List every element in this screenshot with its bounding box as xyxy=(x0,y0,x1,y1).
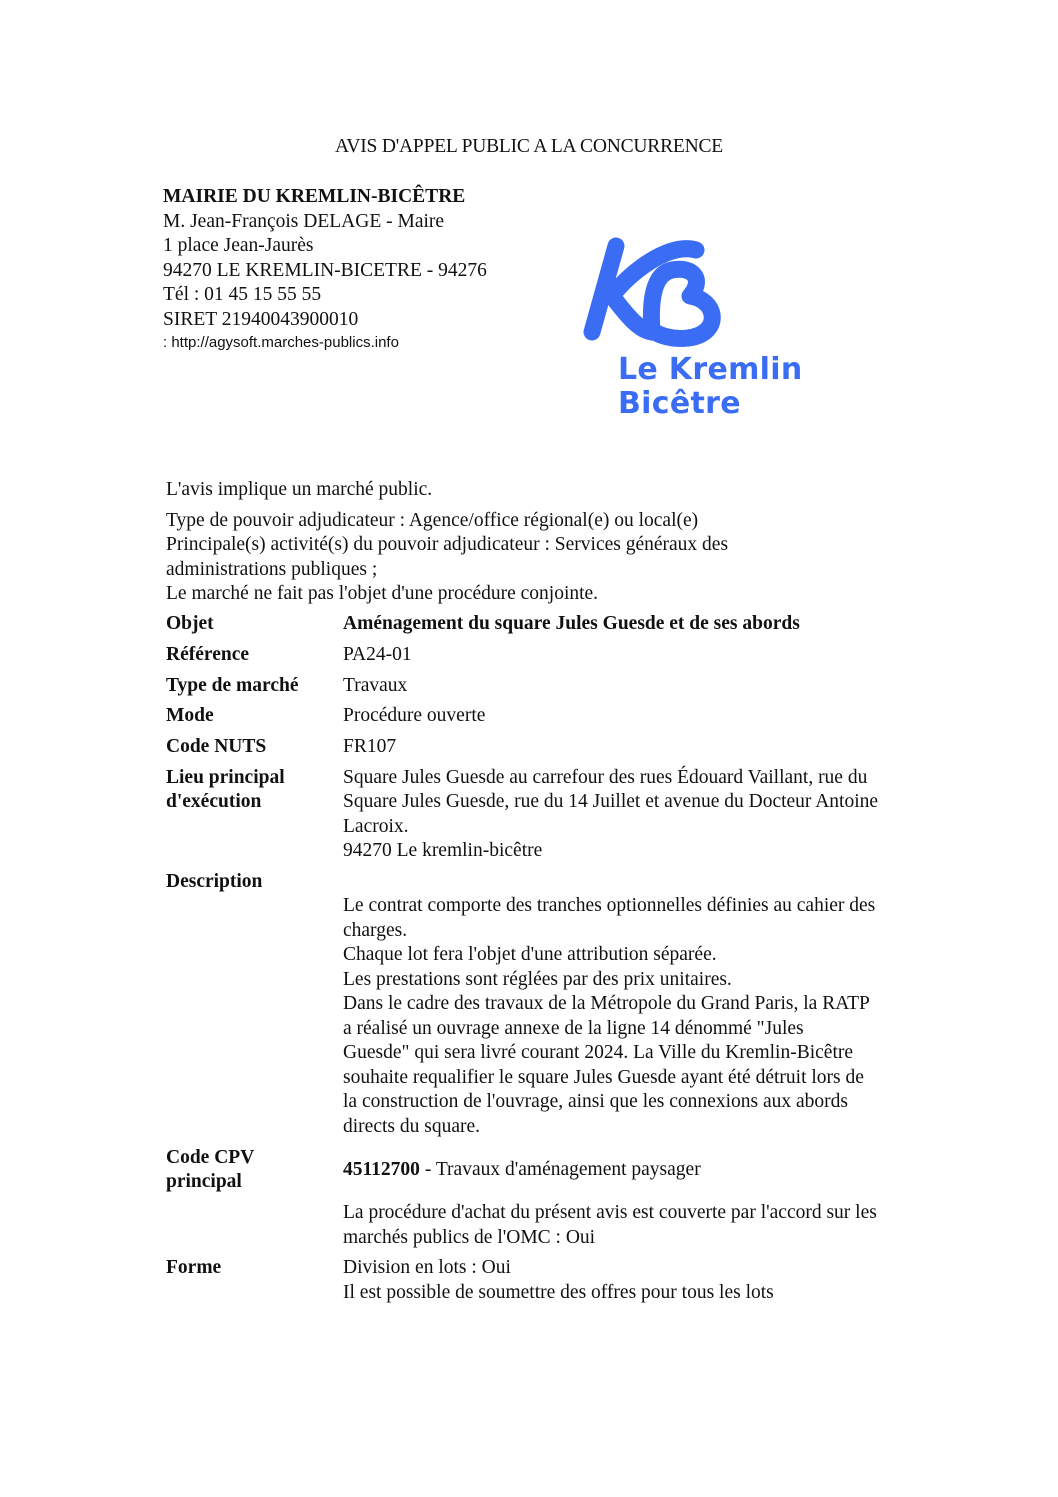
organization-siret: SIRET 21940043900010 xyxy=(163,308,359,330)
field-label: Type de marché xyxy=(166,674,299,696)
field-label: Code NUTS xyxy=(166,736,267,758)
field-value: Travaux xyxy=(343,674,408,696)
field-value: Square Jules Guesde au carrefour des rues Édouard Vaillant, rue du Square Jules Guesde, rue du 14 Juillet et avenue du Docteur Antoine Lacroix. xyxy=(343,766,879,837)
field-label: Code CPV principal xyxy=(166,1146,254,1193)
kremlin-bicetre-logo xyxy=(578,234,818,424)
field-label: Référence xyxy=(166,643,249,665)
organization-phone: Tél : 01 45 15 55 55 xyxy=(163,284,322,305)
field-label: Description xyxy=(166,871,263,893)
field-label: Objet xyxy=(166,613,214,634)
document-title: AVIS D'APPEL PUBLIC A LA CONCURRENCE xyxy=(334,136,723,157)
intro-authority-type: Type de pouvoir adjudicateur : Agence/office régional(e) ou local(e) xyxy=(166,509,699,531)
kb-monogram-icon xyxy=(578,234,728,349)
field-label: Mode xyxy=(166,705,214,727)
field-description xyxy=(166,870,906,1139)
organization-address: 1 place Jean-Jaurès xyxy=(163,235,314,256)
field-type xyxy=(166,674,906,699)
cpv-code: 45112700 xyxy=(343,1158,420,1180)
field-label: Lieu principal d'exécution xyxy=(166,766,285,813)
intro-public-market: L'avis implique un marché public. xyxy=(166,479,433,500)
organization-url[interactable]: : http://agysoft.marches-publics.info xyxy=(163,334,399,351)
field-value: PA24-01 xyxy=(343,643,412,665)
field-nuts xyxy=(166,735,906,760)
field-value: Aménagement du square Jules Guesde et de ses abords xyxy=(343,613,800,634)
field-value: Procédure ouverte xyxy=(343,705,486,727)
field-mode xyxy=(166,704,906,729)
organization-block xyxy=(163,185,487,354)
intro-section xyxy=(166,478,886,607)
field-reference xyxy=(166,643,906,668)
organization-city: 94270 LE KREMLIN-BICETRE - 94276 xyxy=(163,259,487,281)
field-forme xyxy=(166,1256,906,1305)
field-lieu xyxy=(166,766,906,864)
intro-main-activity: Principale(s) activité(s) du pouvoir adjudicateur : Services généraux des administrations publiques ; xyxy=(166,534,729,580)
field-objet xyxy=(166,612,906,637)
description-line: Le contrat comporte des tranches optionnelles définies au cahier des charges. xyxy=(343,895,876,941)
forme-line: Il est possible de soumettre des offres pour tous les lots xyxy=(343,1281,774,1303)
notice-fields xyxy=(166,612,906,1312)
field-value: FR107 xyxy=(343,736,397,758)
field-postal: 94270 Le kremlin-bicêtre xyxy=(343,840,543,862)
intro-joint-procedure: Le marché ne fait pas l'objet d'une procédure conjointe. xyxy=(166,583,599,604)
logo-line-1: Le Kremlin xyxy=(618,352,803,387)
cpv-text: - Travaux d'aménagement paysager xyxy=(419,1158,701,1180)
description-line: Les prestations sont réglées par des prix unitaires. xyxy=(343,968,732,990)
cpv-omc: La procédure d'achat du présent avis est couverte par l'accord sur les marchés publics de l'OMC : Oui xyxy=(343,1202,877,1248)
description-line: Dans le cadre des travaux de la Métropole du Grand Paris, la RATP a réalisé un ouvrage annexe de la ligne 14 dénommé "Jules Guesde" qui sera livré courant 2024. La Ville du Kremlin-Bicêtre souhaite requalifier le square Jules Guesde ayant été détruit lors de la construction de l'ouvrage, ainsi que les connexions aux abords directs du square. xyxy=(343,993,870,1137)
field-label: Forme xyxy=(166,1257,222,1279)
forme-line: Division en lots : Oui xyxy=(343,1257,511,1279)
organization-contact: M. Jean-François DELAGE - Maire xyxy=(163,210,445,232)
field-cpv xyxy=(166,1146,906,1251)
organization-name: MAIRIE DU KREMLIN-BICÊTRE xyxy=(163,186,466,207)
logo-line-2: Bicêtre xyxy=(618,386,741,421)
description-line: Chaque lot fera l'objet d'une attribution séparée. xyxy=(343,944,717,966)
